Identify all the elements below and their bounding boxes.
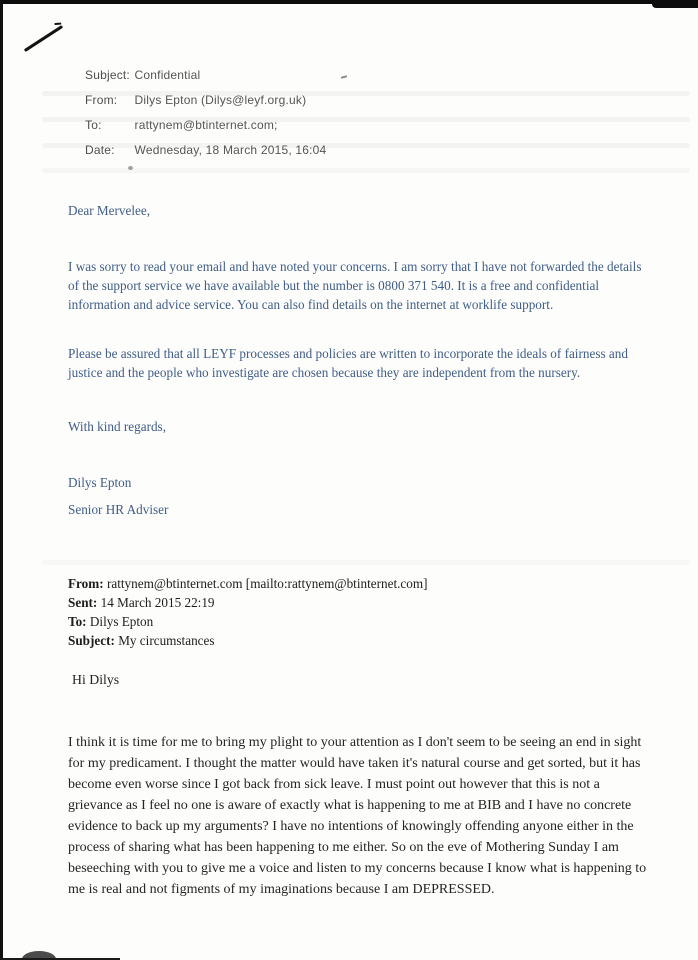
quoted-body: I think it is time for me to bring my plight to your attention as I don't seem to be seeing an end in sight for my predicament. I thought the matter would have taken it's natural course and get sorted, but it has become even worse since I got back from sick leave. I must point out however that this is not a grievance as I feel no one is aware of exactly what is happening to me at BIB and I have no concrete evidence to back up my arguments? I have no intentions of knowingly offending anyone either in the process of sharing what has been happening to me either. So on the eve of Mothering Sunday I am beseeching with you to give me a voice and listen to my concerns because I know what is happening to me is real and not figments of my imaginations because I am DEPRESSED. (68, 735, 647, 897)
quoted-from-label: From: (68, 576, 104, 591)
scan-edge-left (0, 0, 3, 960)
email-header (85, 68, 326, 168)
from-label: From: (85, 93, 118, 107)
quoted-sent-label: Sent: (68, 595, 98, 610)
quoted-row-to (68, 612, 648, 631)
reply-signature-name: Dilys Epton (68, 475, 132, 490)
subject-value: Confidential (134, 68, 201, 82)
scan-edge-corner (652, 0, 698, 8)
quoted-subject-label: Subject: (68, 633, 115, 648)
quoted-row-subject (68, 631, 648, 650)
date-label: Date: (85, 143, 115, 157)
quoted-greeting: Hi Dilys (72, 672, 120, 687)
quoted-from-value: rattynem@btinternet.com [mailto:rattynem@btinternet.com] (103, 576, 428, 591)
subject-label: Subject: (85, 68, 130, 82)
header-row-date (85, 143, 326, 168)
quoted-to-label: To: (68, 614, 87, 629)
quoted-email-header (68, 574, 648, 650)
reply-paragraph-1: I was sorry to read your email and have noted your concerns. I am sorry that I have not forwarded the details of the support service we have available but the number is 0800 371 540. It is a free and confidential information and advice service. You can also find details on the internet at worklife support. (68, 259, 642, 312)
reply-signature-title: Senior HR Adviser (68, 502, 169, 517)
header-row-subject (85, 68, 326, 93)
quoted-to-value: Dilys Epton (86, 614, 154, 629)
quoted-row-sent (68, 593, 648, 612)
reply-paragraph-2: Please be assured that all LEYF processes and policies are written to incorporate the ideals of fairness and justice and the people who investigate are chosen because they are independent from the nursery. (68, 346, 628, 380)
reply-closing: With kind regards, (68, 419, 166, 434)
to-value: rattynem@btinternet.com; (134, 118, 278, 132)
header-row-to (85, 118, 326, 143)
scan-dash (341, 75, 347, 78)
scan-streak (42, 168, 690, 173)
pen-mark (24, 25, 63, 52)
quoted-subject-value: My circumstances (114, 633, 215, 648)
scan-streak (42, 560, 690, 565)
scan-edge-top (0, 0, 698, 4)
quoted-row-from (68, 574, 648, 593)
header-row-from (85, 93, 326, 118)
reply-greeting: Dear Mervelee, (68, 203, 151, 218)
date-value: Wednesday, 18 March 2015, 16:04 (134, 143, 327, 157)
to-label: To: (85, 118, 102, 132)
quoted-sent-value: 14 March 2015 22:19 (97, 595, 215, 610)
from-value: Dilys Epton (Dilys@leyf.org.uk) (134, 93, 307, 107)
